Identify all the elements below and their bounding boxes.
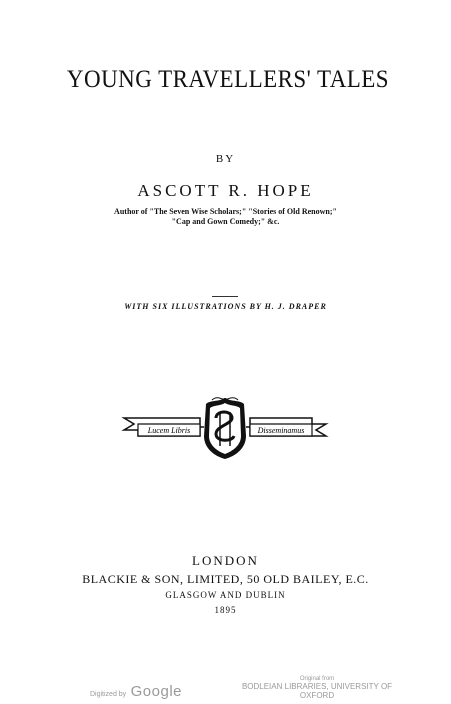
by-line: BY [215, 153, 236, 165]
book-title: YOUNG TRAVELLERS' TALES [66, 66, 390, 93]
right-ribbon [250, 418, 326, 436]
google-logo: Google [130, 683, 183, 700]
publisher-emblem [120, 396, 330, 460]
digitized-by-google [90, 683, 182, 701]
original-from-label: Original from [299, 676, 335, 682]
illustrations-credit: WITH SIX ILLUSTRATIONS BY H. J. DRAPER [124, 302, 327, 311]
library-name: BODLEIAN LIBRARIES, UNIVERSITY OF OXFORD [241, 682, 393, 700]
left-ribbon-text: Lucem Libris [147, 426, 191, 435]
imprint-cities: GLASGOW AND DUBLIN [165, 590, 286, 600]
author-credits [0, 207, 451, 227]
right-ribbon-text: Disseminamus [257, 426, 305, 435]
imprint-city: LONDON [192, 553, 259, 568]
library-source [232, 676, 402, 700]
digitized-by-label: Digitized by [90, 691, 127, 698]
imprint-year: 1895 [214, 605, 237, 615]
credit-line-2: "Cap and Gown Comedy;" &c. [171, 217, 280, 226]
credit-line-1: Author of "The Seven Wise Scholars;" "Stories of Old Renown;" [114, 207, 337, 216]
imprint-publisher: BLACKIE & SON, LIMITED, 50 OLD BAILEY, E.C. [82, 572, 369, 586]
shield-icon [204, 398, 246, 459]
author-name: ASCOTT R. HOPE [137, 181, 314, 200]
divider-rule [212, 296, 238, 297]
left-ribbon [124, 418, 200, 436]
